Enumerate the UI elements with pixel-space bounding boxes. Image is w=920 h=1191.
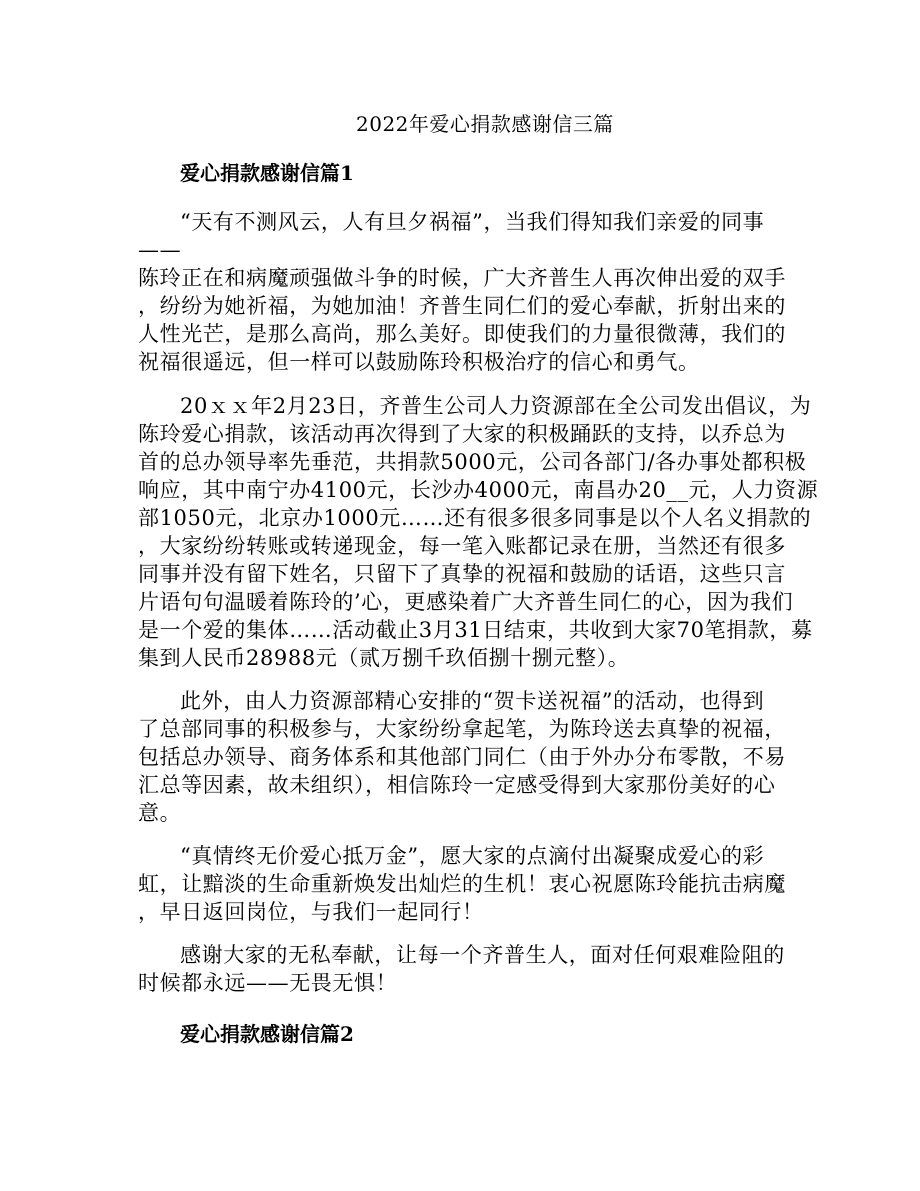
section-heading-2: 爱心捐款感谢信篇2 — [180, 1022, 354, 1046]
paragraph-line: 陈玲爱心捐款，该活动再次得到了大家的积极踊跃的支持，以乔总为 — [138, 422, 786, 446]
paragraph-line: 包括总办领导、商务体系和其他部门同仁（由于外办分布零散，不易 — [138, 745, 786, 769]
paragraph-line: 首的总办领导率先垂范，共捐款5000元，公司各部门/各办事处都积极 — [138, 450, 807, 474]
paragraph-line: 陈玲正在和病魔顽强做斗争的时候，广大齐普生人再次伸出爱的双手 — [138, 266, 786, 290]
paragraph-line: ，早日返回岗位，与我们一起同行！ — [138, 900, 484, 924]
paragraph-line: 了总部同事的积极参与，大家纷纷拿起笔，为陈玲送去真挚的祝福， — [138, 717, 786, 741]
paragraph-line: 人性光芒，是那么高尚，那么美好。即使我们的力量很微薄，我们的 — [138, 322, 786, 346]
paragraph-line: 意。 — [138, 801, 182, 825]
paragraph-line: ，纷纷为她祈福，为她加油！齐普生同仁们的爱心奉献，折射出来的 — [138, 294, 786, 318]
paragraph-line: “真情终无价爱心抵万金”，愿大家的点滴付出凝聚成爱心的彩 — [180, 844, 765, 868]
paragraph-line: “天有不测风云，人有旦夕祸福”，当我们得知我们亲爱的同事 — [180, 210, 765, 234]
paragraph-line: ，大家纷纷转账或转递现金，每一笔入账都记录在册，当然还有很多 — [138, 534, 786, 558]
paragraph-line: 集到人民币28988元（贰万捌千玖佰捌十捌元整）。 — [138, 646, 630, 670]
paragraph-line: —— — [138, 238, 182, 262]
paragraph-line: 祝福很遥远，但一样可以鼓励陈玲积极治疗的信心和勇气。 — [138, 350, 700, 374]
paragraph-line: 时候都永远——无畏无惧！ — [138, 971, 398, 995]
paragraph-line: 虹，让黯淡的生命重新焕发出灿烂的生机！衷心祝愿陈玲能抗击病魔 — [138, 872, 786, 896]
paragraph-line: 同事并没有留下姓名，只留下了真挚的祝福和鼓励的话语，这些只言 — [138, 562, 786, 586]
document-title: 2022年爱心捐款感谢信三篇 — [356, 112, 614, 136]
paragraph-line: 汇总等因素，故未组织），相信陈玲一定感受得到大家那份美好的心 — [138, 773, 776, 797]
paragraph-line: 部1050元，北京办1000元……还有很多很多同事是以个人名义捐款的 — [138, 506, 812, 530]
paragraph-line: 是一个爱的集体……活动截止3月31日结束，共收到大家70笔捐款，募 — [138, 618, 813, 642]
paragraph-line: 感谢大家的无私奉献，让每一个齐普生人，面对任何艰难险阻的 — [180, 943, 785, 967]
paragraph-line: 20ｘｘ年2月23日，齐普生公司人力资源部在全公司发出倡议，为 — [180, 394, 812, 418]
paragraph-line: 片语句句温暖着陈玲的’心，更感染着广大齐普生同仁的心，因为我们 — [138, 590, 794, 614]
section-heading-1: 爱心捐款感谢信篇1 — [180, 161, 354, 185]
paragraph-line: 此外，由人力资源部精心安排的“贺卡送祝福”的活动，也得到 — [180, 689, 765, 713]
paragraph-line: 响应，其中南宁办4100元，长沙办4000元，南昌办20__元，人力资源 — [138, 478, 819, 502]
